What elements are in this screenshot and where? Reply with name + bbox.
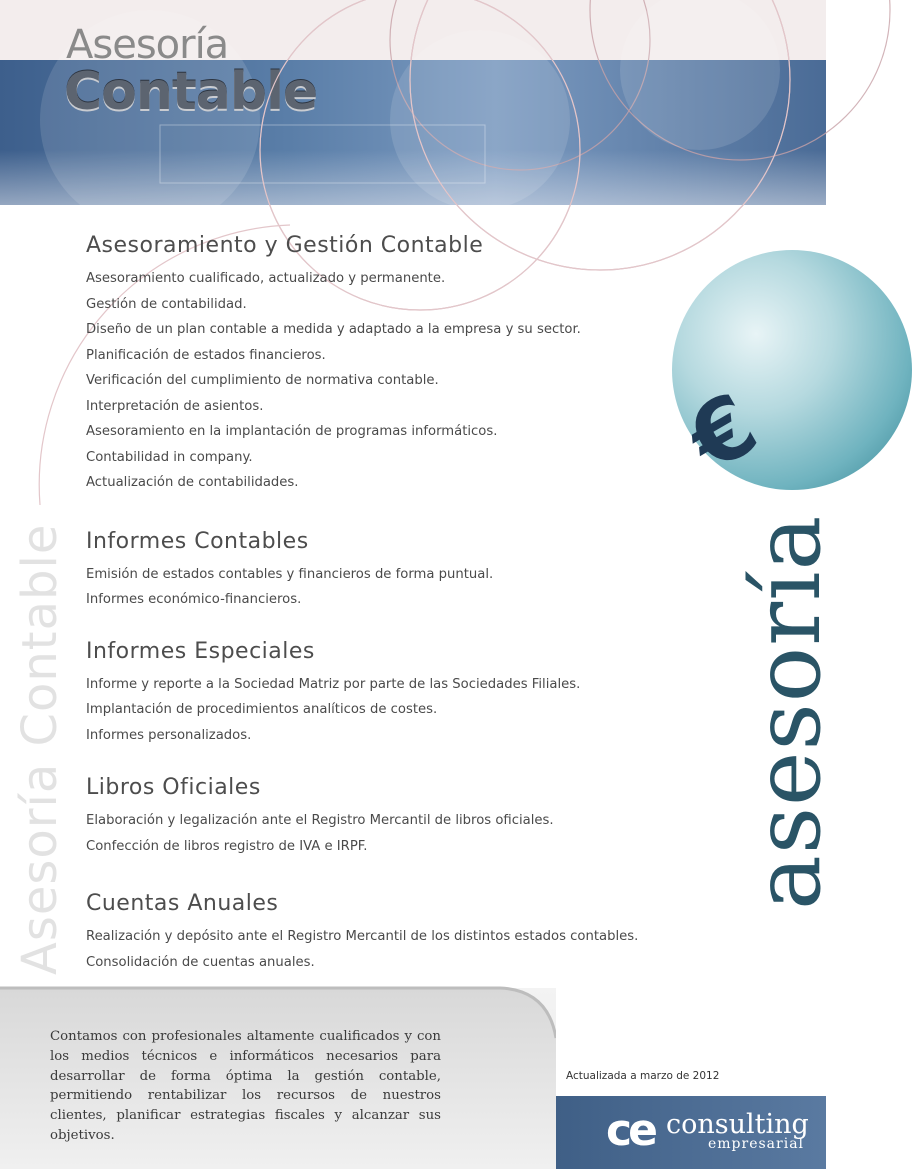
list-item: Asesoramiento en la implantación de programas informáticos. — [86, 424, 498, 439]
section-title: Informes Contables — [86, 528, 309, 554]
section-title: Cuentas Anuales — [86, 891, 279, 916]
list-item: Verificación del cumplimiento de normativa contable. — [86, 373, 439, 388]
list-item: Contabilidad in company. — [86, 449, 253, 465]
section-title: Informes Especiales — [86, 638, 315, 664]
section-libros-oficiales — [86, 774, 686, 859]
section-informes-contables — [86, 528, 686, 613]
euro-icon: € — [671, 374, 774, 491]
vertical-label-left: Asesoría Contable — [12, 523, 68, 975]
vertical-label-right: asesoría — [734, 514, 841, 910]
brand-logo-mark: ce — [606, 1105, 654, 1156]
section-title: Libros Oficiales — [86, 775, 261, 800]
section-cuentas-anuales — [86, 890, 686, 975]
list-item: Actualización de contabilidades. — [86, 475, 299, 490]
list-item: Informes económico-financieros. — [86, 592, 302, 607]
header-title-line2: Contable — [64, 62, 318, 122]
list-item: Implantación de procedimientos analíticos de costes. — [86, 702, 438, 717]
section-list — [86, 672, 686, 749]
list-item: Realización y depósito ante el Registro Mercantil de los distintos estados contables. — [86, 929, 639, 944]
list-item: Elaboración y legalización ante el Registro Mercantil de libros oficiales. — [86, 813, 554, 828]
list-item: Consolidación de cuentas anuales. — [86, 954, 315, 970]
list-item: Gestión de contabilidad. — [86, 296, 247, 312]
header-banner — [0, 0, 826, 205]
section-list — [86, 808, 686, 859]
services-content — [86, 232, 686, 975]
list-item: Planificación de estados financieros. — [86, 347, 326, 363]
section-informes-especiales — [86, 638, 686, 749]
list-item: Diseño de un plan contable a medida y adaptado a la empresa y su sector. — [86, 322, 581, 337]
list-item: Asesoramiento cualificado, actualizado y permanente. — [86, 271, 446, 286]
section-title: Asesoramiento y Gestión Contable — [86, 233, 484, 258]
list-item: Emisión de estados contables y financieros de forma puntual. — [86, 566, 494, 582]
list-item: Informe y reporte a la Sociedad Matriz por parte de las Sociedades Filiales. — [86, 676, 581, 692]
list-item: Interpretación de asientos. — [86, 398, 264, 414]
footer-description: Contamos con profesionales altamente cualificados y con los medios técnicos e informáticos necesarios para desarrollar de forma óptima la gestión contable, permitiendo rentabilizar los recursos de nuestros clientes, planificar estrategias fiscales y alcanzar sus objetivos. — [50, 1029, 441, 1143]
section-list — [86, 562, 686, 613]
section-asesoramiento — [86, 232, 686, 496]
brand-name: consulting — [666, 1109, 809, 1140]
list-item: Informes personalizados. — [86, 727, 252, 743]
brand-subtitle: empresarial — [708, 1136, 805, 1152]
section-list — [86, 924, 686, 975]
updated-date: Actualizada a marzo de 2012 — [566, 1070, 720, 1082]
header-title-line1: Asesoría — [66, 22, 229, 68]
section-list — [86, 266, 686, 496]
list-item: Confección de libros registro de IVA e IRPF. — [86, 838, 368, 854]
